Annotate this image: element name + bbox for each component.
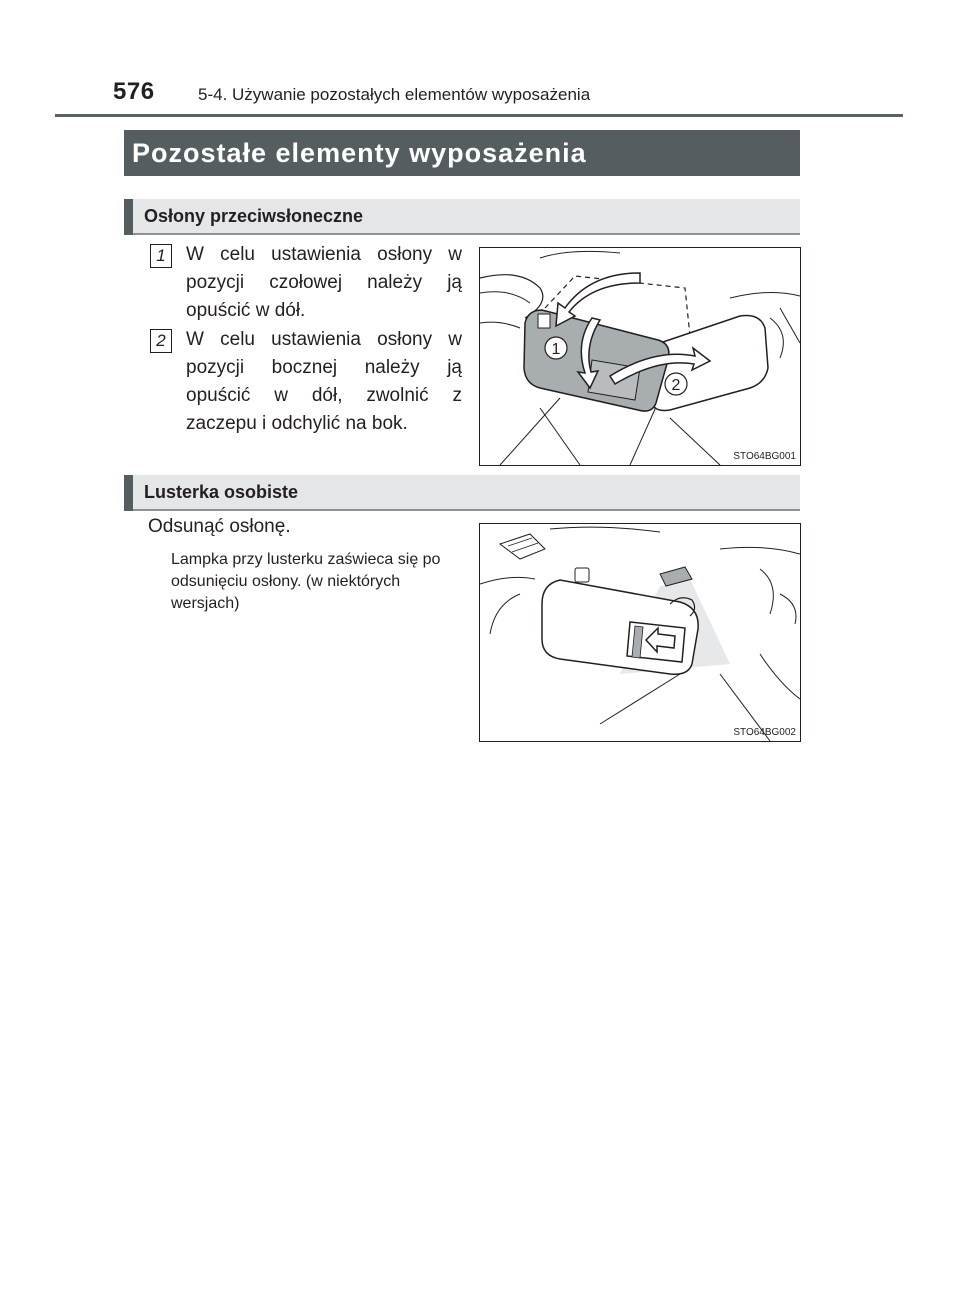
subsection-heading: Lusterka osobiste <box>144 482 299 502</box>
page-header <box>0 0 960 120</box>
section-title: Pozostałe elementy wyposażenia <box>132 138 587 168</box>
vanity-note-text: Lampka przy lusterku zaświeca się po odsunięciu osłony. (w niektórych wersjach) <box>171 551 441 612</box>
step-number: 1 <box>150 244 172 268</box>
figure-sun-visor <box>479 247 801 466</box>
figure-code: STO64BG002 <box>733 727 796 738</box>
vanity-lead-text: Odsunąć osłonę. <box>148 516 291 537</box>
header-rule <box>55 114 903 117</box>
subsection-marker <box>124 475 133 511</box>
figure-code: STO64BG001 <box>733 451 796 462</box>
sun-visor-illustration <box>480 248 800 465</box>
step-1 <box>150 241 462 325</box>
subsection-heading: Osłony przeciwsłoneczne <box>144 206 364 226</box>
subsection-marker <box>124 199 133 235</box>
step-text: W celu ustawienia osłony w pozycji bocznej należy ją opuścić w dół, zwolnić z zaczepu i odchylić na bok. <box>186 329 462 434</box>
vanity-mirror-illustration <box>480 524 800 741</box>
subsection-sun-visors <box>124 199 800 235</box>
step-number: 2 <box>150 329 172 353</box>
chapter-title: 5-4. Używanie pozostałych elementów wyposażenia <box>198 85 591 104</box>
section-title-bar <box>124 130 800 176</box>
step-2 <box>150 326 462 438</box>
subsection-vanity-mirrors <box>124 475 800 511</box>
step-text: W celu ustawienia osłony w pozycji czołowej należy ją opuścić w dół. <box>186 244 462 321</box>
page-number: 576 <box>113 78 155 105</box>
callout-2: 2 <box>671 377 681 394</box>
callout-1: 1 <box>551 341 561 358</box>
figure-vanity-mirror <box>479 523 801 742</box>
